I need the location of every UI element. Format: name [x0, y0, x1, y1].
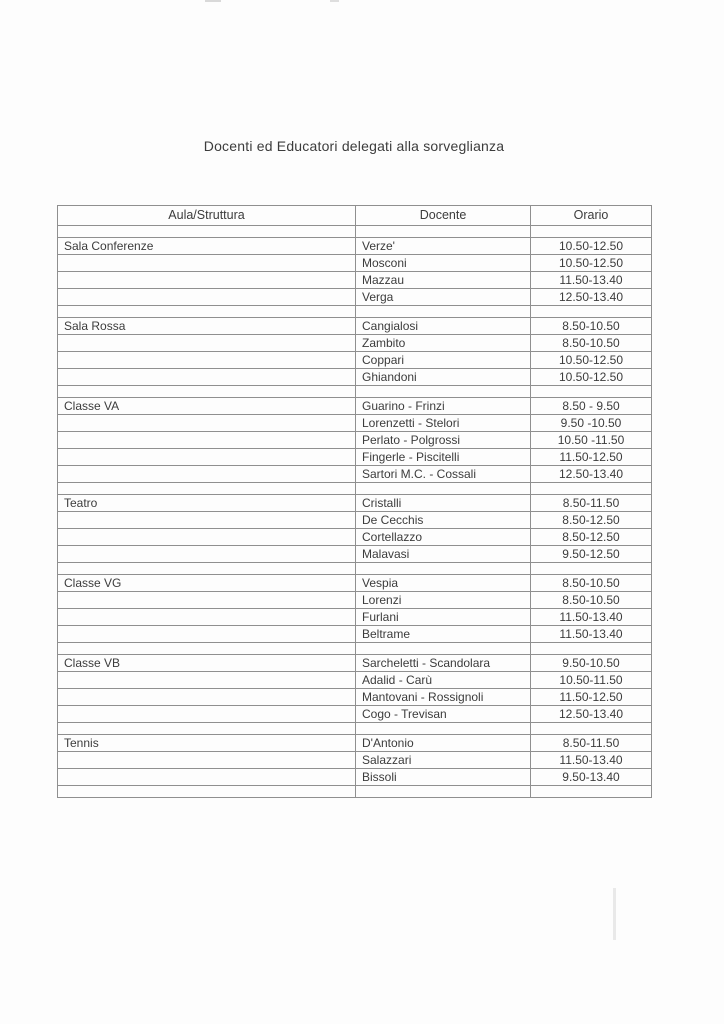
docente-cell: Zambito — [356, 335, 531, 352]
orario-cell: 10.50-12.50 — [531, 369, 652, 386]
aula-cell — [58, 415, 356, 432]
aula-cell: Tennis — [58, 735, 356, 752]
orario-cell: 11.50-12.50 — [531, 449, 652, 466]
aula-cell — [58, 706, 356, 723]
column-header-docente: Docente — [356, 206, 531, 226]
empty-cell — [58, 226, 356, 238]
aula-cell: Sala Conferenze — [58, 238, 356, 255]
table-row — [58, 238, 652, 255]
aula-cell — [58, 369, 356, 386]
docente-cell: Mosconi — [356, 255, 531, 272]
orario-cell: 10.50-12.50 — [531, 238, 652, 255]
aula-cell — [58, 546, 356, 563]
table-row — [58, 398, 652, 415]
docente-cell: Perlato - Polgrossi — [356, 432, 531, 449]
empty-cell — [356, 563, 531, 575]
docente-cell: Sartori M.C. - Cossali — [356, 466, 531, 483]
aula-cell — [58, 272, 356, 289]
aula-cell — [58, 529, 356, 546]
docente-cell: Fingerle - Piscitelli — [356, 449, 531, 466]
docente-cell: D'Antonio — [356, 735, 531, 752]
docente-cell: De Cecchis — [356, 512, 531, 529]
orario-cell: 9.50-10.50 — [531, 655, 652, 672]
aula-cell — [58, 752, 356, 769]
docente-cell: Cangialosi — [356, 318, 531, 335]
table-row — [58, 626, 652, 643]
orario-cell: 8.50-12.50 — [531, 512, 652, 529]
spacer-row — [58, 386, 652, 398]
docente-cell: Salazzari — [356, 752, 531, 769]
empty-cell — [58, 483, 356, 495]
table-row — [58, 369, 652, 386]
orario-cell: 8.50-12.50 — [531, 529, 652, 546]
docente-cell: Ghiandoni — [356, 369, 531, 386]
orario-cell: 10.50-12.50 — [531, 255, 652, 272]
table-row — [58, 432, 652, 449]
orario-cell: 8.50-10.50 — [531, 575, 652, 592]
orario-cell: 10.50 -11.50 — [531, 432, 652, 449]
empty-cell — [531, 786, 652, 798]
docente-cell: Vespia — [356, 575, 531, 592]
table-row — [58, 592, 652, 609]
empty-cell — [58, 723, 356, 735]
page-title: Docenti ed Educatori delegati alla sorveglianza — [203, 138, 505, 154]
docente-cell: Mazzau — [356, 272, 531, 289]
empty-cell — [531, 306, 652, 318]
orario-cell: 11.50-13.40 — [531, 626, 652, 643]
docente-cell: Cogo - Trevisan — [356, 706, 531, 723]
orario-cell: 12.50-13.40 — [531, 706, 652, 723]
column-header-aula: Aula/Struttura — [58, 206, 356, 226]
aula-cell — [58, 626, 356, 643]
table-row — [58, 352, 652, 369]
empty-cell — [531, 723, 652, 735]
table-row — [58, 609, 652, 626]
aula-cell — [58, 769, 356, 786]
aula-cell — [58, 449, 356, 466]
orario-cell: 8.50-10.50 — [531, 318, 652, 335]
orario-cell: 10.50-11.50 — [531, 672, 652, 689]
supervision-table — [57, 205, 652, 798]
empty-cell — [356, 483, 531, 495]
docente-cell: Coppari — [356, 352, 531, 369]
orario-cell: 8.50-10.50 — [531, 592, 652, 609]
spacer-row — [58, 723, 652, 735]
aula-cell — [58, 255, 356, 272]
orario-cell: 12.50-13.40 — [531, 466, 652, 483]
docente-cell: Malavasi — [356, 546, 531, 563]
empty-cell — [58, 643, 356, 655]
aula-cell — [58, 352, 356, 369]
docente-cell: Lorenzi — [356, 592, 531, 609]
table-row — [58, 689, 652, 706]
spacer-row — [58, 563, 652, 575]
table-row — [58, 735, 652, 752]
empty-cell — [356, 306, 531, 318]
table-row — [58, 655, 652, 672]
empty-cell — [58, 563, 356, 575]
orario-cell: 11.50-12.50 — [531, 689, 652, 706]
table-row — [58, 672, 652, 689]
docente-cell: Mantovani - Rossignoli — [356, 689, 531, 706]
table-row — [58, 449, 652, 466]
orario-cell: 8.50-11.50 — [531, 735, 652, 752]
scan-artifact — [613, 888, 616, 940]
table-row — [58, 706, 652, 723]
table-row — [58, 575, 652, 592]
table-row — [58, 769, 652, 786]
orario-cell: 9.50-12.50 — [531, 546, 652, 563]
empty-cell — [531, 563, 652, 575]
aula-cell: Classe VB — [58, 655, 356, 672]
aula-cell — [58, 592, 356, 609]
aula-cell — [58, 466, 356, 483]
table-row — [58, 529, 652, 546]
docente-cell: Beltrame — [356, 626, 531, 643]
aula-cell: Teatro — [58, 495, 356, 512]
table-row — [58, 512, 652, 529]
empty-cell — [356, 643, 531, 655]
aula-cell: Classe VA — [58, 398, 356, 415]
empty-cell — [356, 723, 531, 735]
orario-cell: 11.50-13.40 — [531, 272, 652, 289]
spacer-row — [58, 306, 652, 318]
empty-cell — [531, 226, 652, 238]
docente-cell: Lorenzetti - Stelori — [356, 415, 531, 432]
docente-cell: Cristalli — [356, 495, 531, 512]
spacer-row — [58, 483, 652, 495]
orario-cell: 9.50-13.40 — [531, 769, 652, 786]
table-row — [58, 335, 652, 352]
aula-cell — [58, 289, 356, 306]
orario-cell: 8.50-11.50 — [531, 495, 652, 512]
orario-cell: 10.50-12.50 — [531, 352, 652, 369]
table-row — [58, 289, 652, 306]
aula-cell — [58, 689, 356, 706]
orario-cell: 8.50 - 9.50 — [531, 398, 652, 415]
orario-cell: 12.50-13.40 — [531, 289, 652, 306]
empty-cell — [58, 306, 356, 318]
docente-cell: Adalid - Carù — [356, 672, 531, 689]
aula-cell — [58, 432, 356, 449]
orario-cell: 8.50-10.50 — [531, 335, 652, 352]
table-row — [58, 272, 652, 289]
table-row — [58, 255, 652, 272]
empty-cell — [356, 386, 531, 398]
scan-artifact — [330, 0, 339, 2]
aula-cell — [58, 512, 356, 529]
spacer-row — [58, 786, 652, 798]
table-row — [58, 495, 652, 512]
docente-cell: Cortellazzo — [356, 529, 531, 546]
aula-cell: Classe VG — [58, 575, 356, 592]
docente-cell: Sarcheletti - Scandolara — [356, 655, 531, 672]
aula-cell: Sala Rossa — [58, 318, 356, 335]
orario-cell: 11.50-13.40 — [531, 752, 652, 769]
table-row — [58, 466, 652, 483]
empty-cell — [531, 643, 652, 655]
docente-cell: Verze' — [356, 238, 531, 255]
table-header-row — [58, 206, 652, 226]
orario-cell: 9.50 -10.50 — [531, 415, 652, 432]
aula-cell — [58, 335, 356, 352]
table-row — [58, 752, 652, 769]
empty-cell — [58, 386, 356, 398]
empty-cell — [531, 386, 652, 398]
aula-cell — [58, 609, 356, 626]
orario-cell: 11.50-13.40 — [531, 609, 652, 626]
empty-cell — [531, 483, 652, 495]
docente-cell: Guarino - Frinzi — [356, 398, 531, 415]
spacer-row — [58, 643, 652, 655]
docente-cell: Furlani — [356, 609, 531, 626]
table-row — [58, 546, 652, 563]
docente-cell: Bissoli — [356, 769, 531, 786]
docente-cell: Verga — [356, 289, 531, 306]
spacer-row — [58, 226, 652, 238]
aula-cell — [58, 672, 356, 689]
scan-artifact — [205, 0, 221, 2]
table-row — [58, 415, 652, 432]
empty-cell — [58, 786, 356, 798]
column-header-orario: Orario — [531, 206, 652, 226]
empty-cell — [356, 786, 531, 798]
table-row — [58, 318, 652, 335]
empty-cell — [356, 226, 531, 238]
